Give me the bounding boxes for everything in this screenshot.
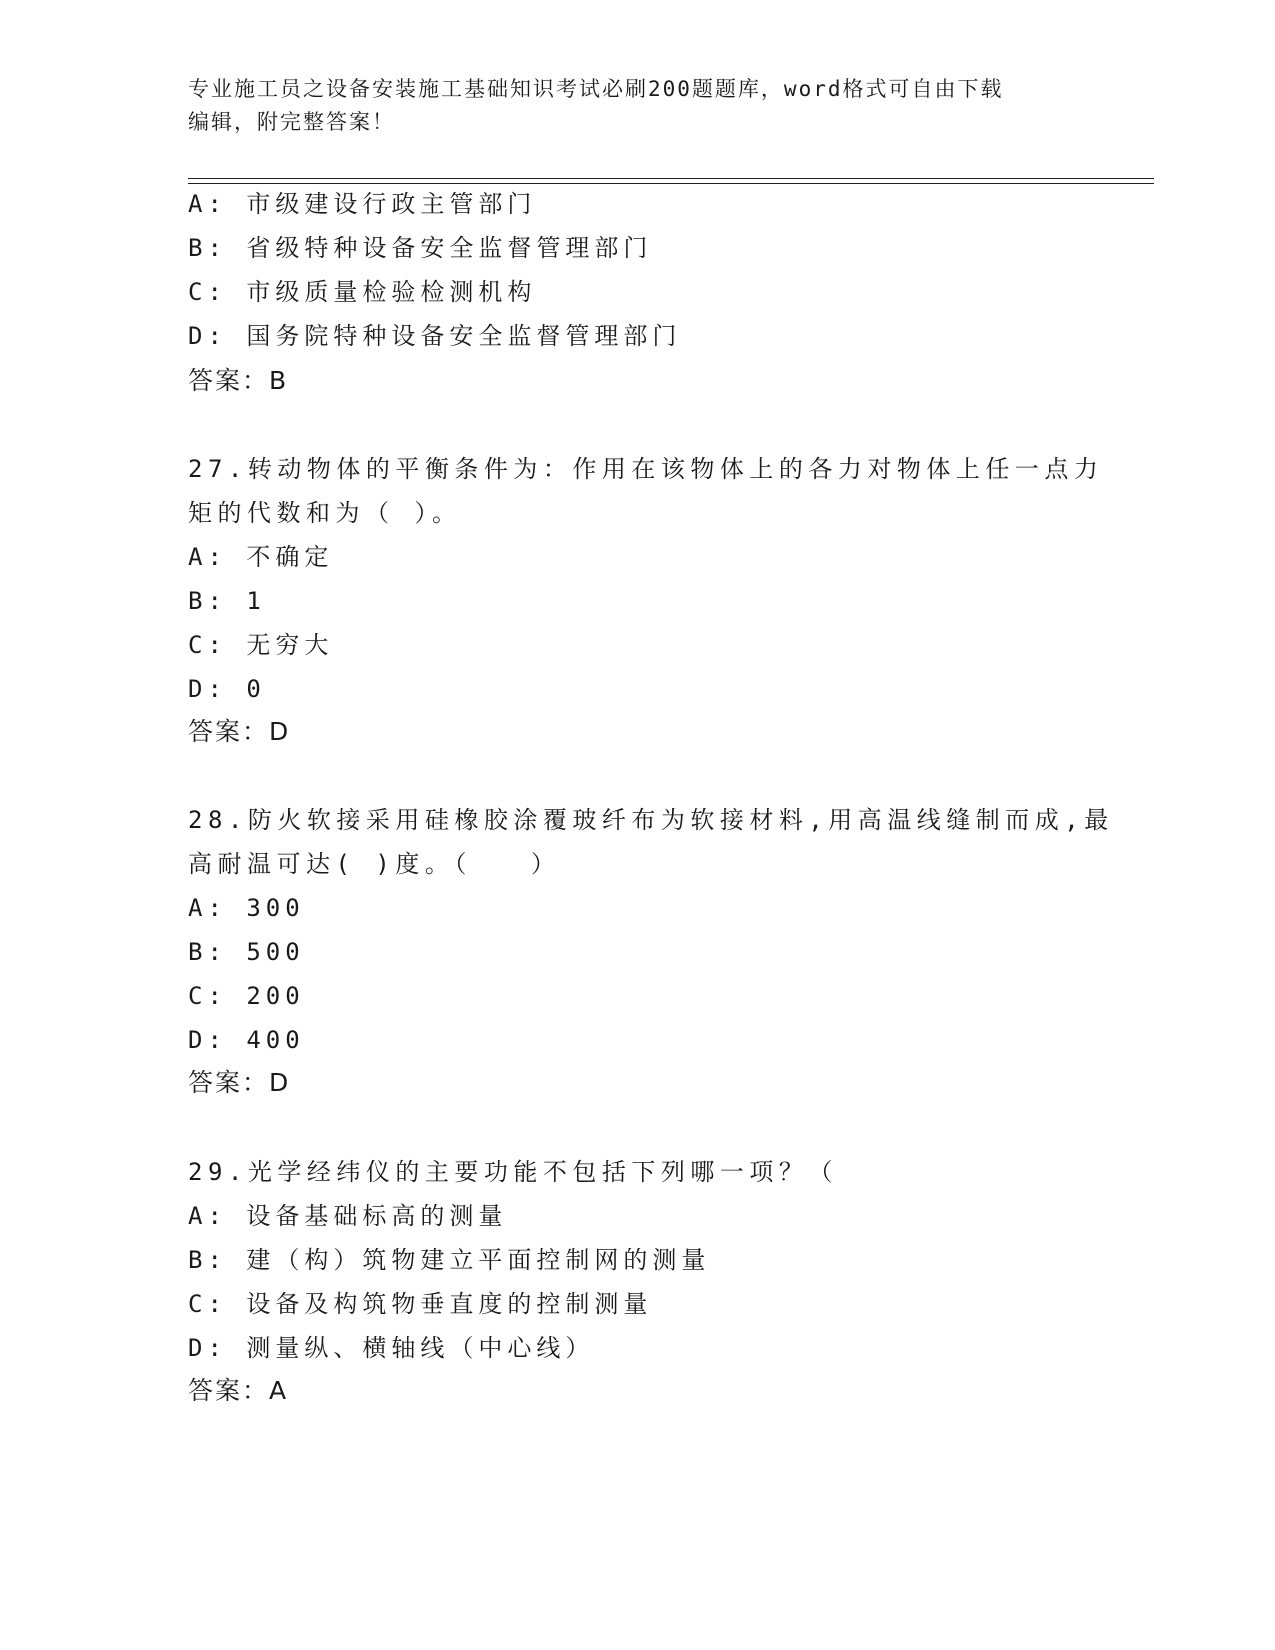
q27-option-d: D: 0 bbox=[188, 675, 266, 703]
q26-option-a: A: 市级建设行政主管部门 bbox=[188, 190, 537, 218]
q29-option-a: A: 设备基础标高的测量 bbox=[188, 1202, 508, 1230]
q27-stem-line2: 矩的代数和为（ ）。 bbox=[188, 499, 462, 527]
q29-option-b: B: 建（构）筑物建立平面控制网的测量 bbox=[188, 1246, 711, 1274]
header-title-line1: 专业施工员之设备安装施工基础知识考试必刷200题题库，word格式可自由下载 bbox=[188, 77, 1004, 101]
header-divider-top bbox=[188, 178, 1154, 179]
q27-stem-line1: 27.转动物体的平衡条件为：作用在该物体上的各力对物体上任一点力 bbox=[188, 455, 1104, 483]
q28-stem-line2: 高耐温可达( )度。（ ） bbox=[188, 850, 561, 878]
q27-answer: 答案：D bbox=[188, 717, 291, 746]
header-divider-bottom bbox=[188, 183, 1154, 184]
q26-option-b: B: 省级特种设备安全监督管理部门 bbox=[188, 234, 653, 262]
q26-answer: 答案：B bbox=[188, 366, 289, 395]
header-title-line2: 编辑，附完整答案！ bbox=[188, 110, 395, 134]
q28-answer: 答案：D bbox=[188, 1068, 291, 1097]
q28-option-b: B: 500 bbox=[188, 938, 305, 966]
q28-option-c: C: 200 bbox=[188, 982, 305, 1010]
q28-stem-line1: 28.防火软接采用硅橡胶涂覆玻纤布为软接材料,用高温线缝制而成,最 bbox=[188, 806, 1114, 834]
q28-option-a: A: 300 bbox=[188, 894, 305, 922]
q26-option-d: D: 国务院特种设备安全监督管理部门 bbox=[188, 322, 682, 350]
q27-option-c: C: 无穷大 bbox=[188, 631, 334, 659]
document-header bbox=[188, 73, 1088, 139]
q27-option-b: B: 1 bbox=[188, 587, 266, 615]
q29-option-d: D: 测量纵、横轴线（中心线） bbox=[188, 1334, 595, 1362]
q29-answer: 答案：A bbox=[188, 1376, 289, 1405]
q29-option-c: C: 设备及构筑物垂直度的控制测量 bbox=[188, 1290, 653, 1318]
q29-stem-line1: 29.光学经纬仪的主要功能不包括下列哪一项？（ bbox=[188, 1158, 838, 1186]
q26-option-c: C: 市级质量检验检测机构 bbox=[188, 278, 537, 306]
q27-option-a: A: 不确定 bbox=[188, 543, 334, 571]
q28-option-d: D: 400 bbox=[188, 1026, 305, 1054]
